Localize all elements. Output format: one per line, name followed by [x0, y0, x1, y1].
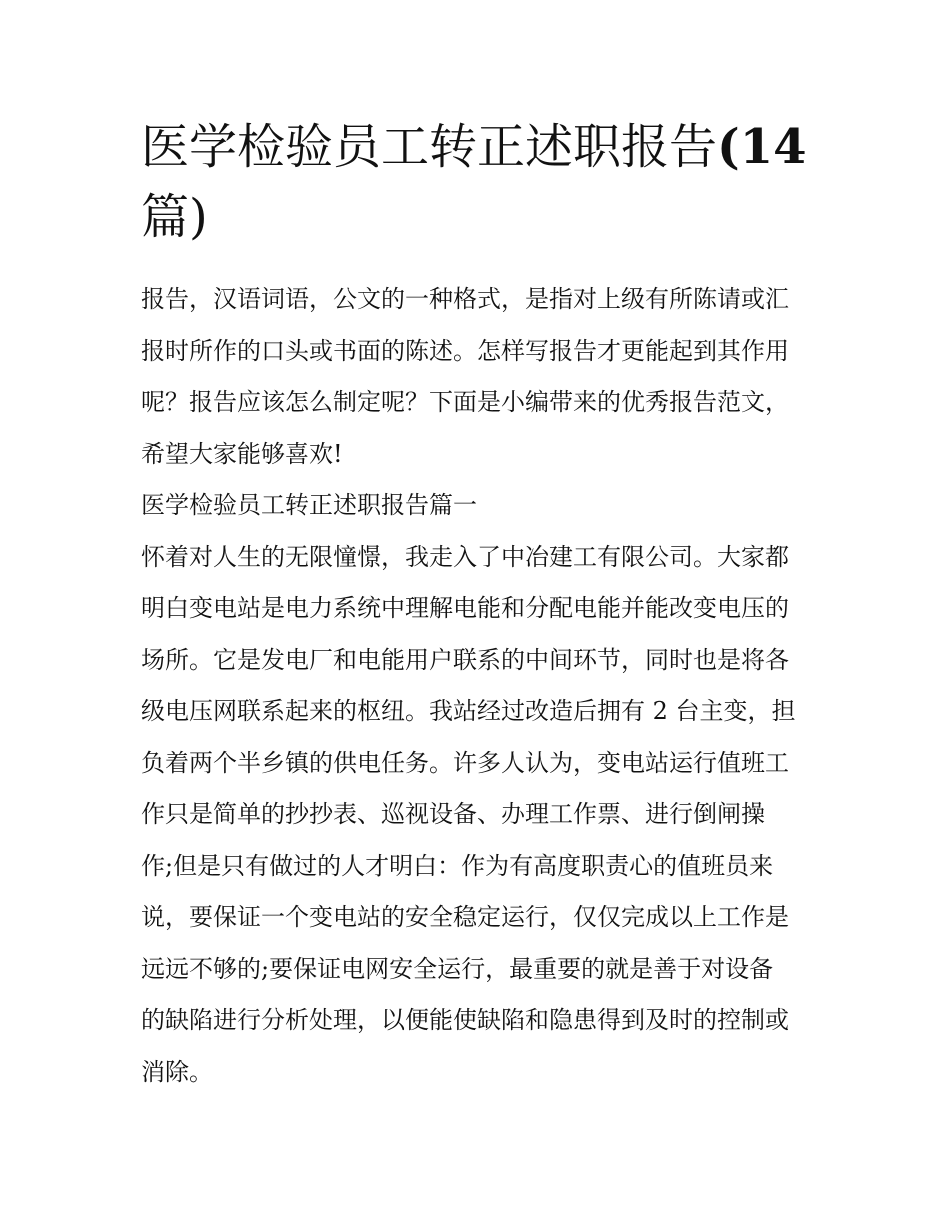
section-line: 级电压网联系起来的枢纽。我站经过改造后拥有 2 台主变，担 — [141, 697, 796, 725]
section-line: 作只是简单的抄抄表、巡视设备、办理工作票、进行倒闸操 — [141, 800, 765, 828]
section-line: 的缺陷进行分析处理，以便能使缺陷和隐患得到及时的控制或 — [141, 1006, 789, 1034]
section-heading: 医学检验员工转正述职报告篇一 — [141, 491, 477, 519]
section-line: 场所。它是发电厂和电能用户联系的中间环节，同时也是将各 — [141, 645, 789, 674]
document-title — [141, 112, 813, 252]
intro-paragraph — [141, 274, 813, 480]
title-count: (14 — [717, 119, 807, 175]
section-line: 怀着对人生的无限憧憬，我走入了中冶建工有限公司。大家都 — [141, 542, 789, 571]
intro-line: 希望大家能够喜欢! — [141, 439, 343, 468]
document-page — [141, 112, 813, 1098]
section-line: 说，要保证一个变电站的安全稳定运行，仅仅完成以上工作是 — [141, 903, 789, 931]
section-line: 负着两个半乡镇的供电任务。许多人认为，变电站运行值班工 — [141, 748, 789, 777]
section-paragraph — [141, 532, 813, 1099]
intro-line: 报时所作的口头或书面的陈述。怎样写报告才更能起到其作用 — [141, 336, 789, 365]
section-line: 明白变电站是电力系统中理解电能和分配电能并能改变电压的 — [141, 594, 789, 622]
title-line-2: 篇) — [141, 189, 208, 245]
intro-line: 报告，汉语词语，公文的一种格式，是指对上级有所陈请或汇 — [141, 285, 789, 313]
title-main: 医学检验员工转正述职报告 — [141, 119, 718, 175]
intro-line: 呢？报告应该怎么制定呢？下面是小编带来的优秀报告范文， — [141, 388, 789, 416]
section-line: 消除。 — [141, 1057, 213, 1086]
section-line: 远远不够的;要保证电网安全运行，最重要的就是善于对设备 — [141, 954, 774, 983]
section-line: 作;但是只有做过的人才明白：作为有高度职责心的值班员来 — [141, 851, 774, 880]
